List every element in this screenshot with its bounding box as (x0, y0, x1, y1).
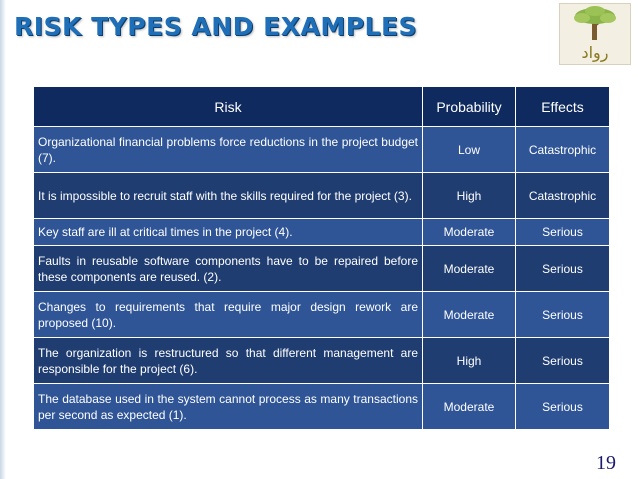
effects-cell: Serious (516, 246, 610, 292)
probability-cell: Moderate (423, 384, 516, 430)
effects-cell: Serious (516, 292, 610, 338)
risk-cell: It is impossible to recruit staff with the skills required for the project (3). (34, 173, 423, 219)
probability-cell: Moderate (423, 292, 516, 338)
header-probability: Probability (423, 87, 516, 127)
probability-cell: Moderate (423, 219, 516, 246)
risk-table (33, 86, 610, 430)
probability-cell: High (423, 338, 516, 384)
probability-cell: Moderate (423, 246, 516, 292)
logo (559, 3, 631, 65)
slide-edge-decoration (0, 0, 6, 479)
effects-cell: Catastrophic (516, 127, 610, 173)
risk-cell: Key staff are ill at critical times in the project (4). (34, 219, 423, 246)
risk-cell: Organizational financial problems force reductions in the project budget (7). (34, 127, 423, 173)
table-row (34, 292, 610, 338)
table-header-row (34, 87, 610, 127)
table-row (34, 384, 610, 430)
effects-cell: Catastrophic (516, 173, 610, 219)
table-row (34, 173, 610, 219)
effects-cell: Serious (516, 338, 610, 384)
risk-cell: The organization is restructured so that different management are responsible for the project (6). (34, 338, 423, 384)
risk-cell: Changes to requirements that require major design rework are proposed (10). (34, 292, 423, 338)
page-number: 19 (596, 452, 616, 474)
header-effects: Effects (516, 87, 610, 127)
probability-cell: High (423, 173, 516, 219)
table-row (34, 338, 610, 384)
effects-cell: Serious (516, 219, 610, 246)
logo-text: رواد (581, 43, 609, 62)
table-row (34, 127, 610, 173)
risk-cell: The database used in the system cannot process as many transactions per second as expected (1). (34, 384, 423, 430)
table-row (34, 219, 610, 246)
effects-cell: Serious (516, 384, 610, 430)
slide-title: RISK TYPES AND EXAMPLES (14, 12, 418, 41)
risk-cell: Faults in reusable software components have to be repaired before these components are reused. (2). (34, 246, 423, 292)
header-risk: Risk (34, 87, 423, 127)
probability-cell: Low (423, 127, 516, 173)
tree-logo-icon (560, 4, 630, 64)
table-row (34, 246, 610, 292)
